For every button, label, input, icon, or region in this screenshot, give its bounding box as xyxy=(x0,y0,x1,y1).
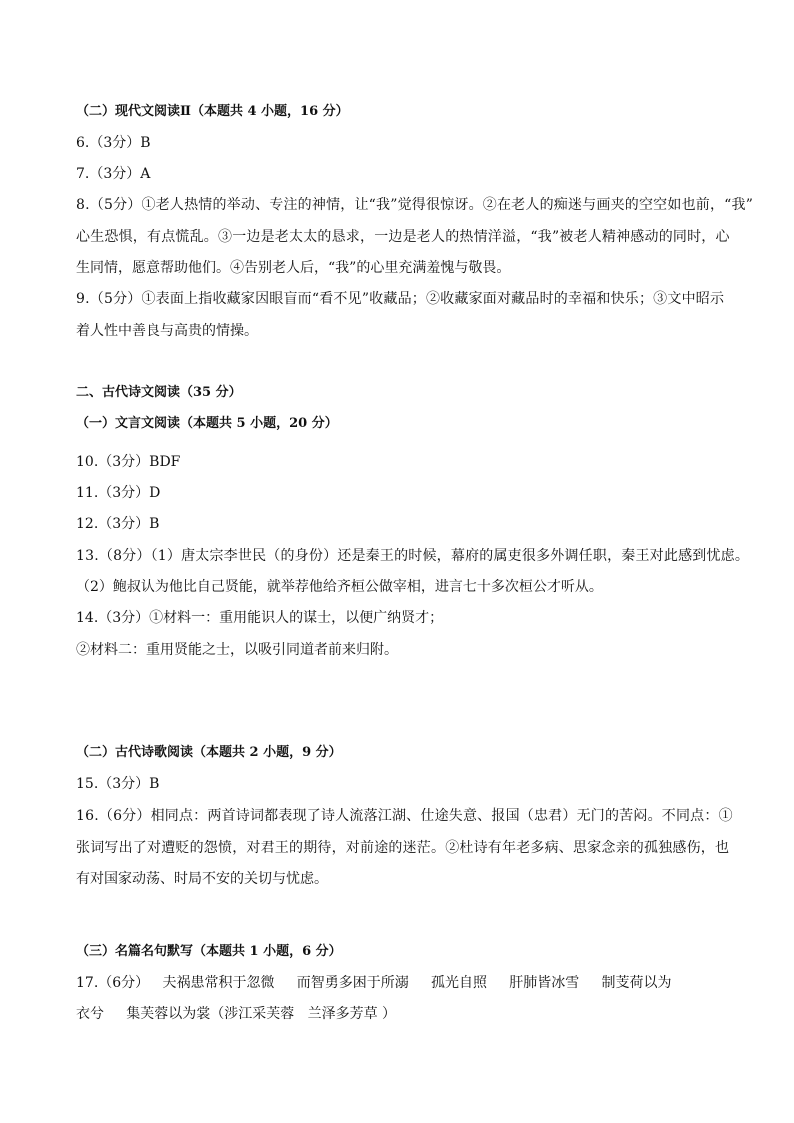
classical-prose-heading: （一）文言文阅读（本题共 5 小题，20 分） xyxy=(76,416,338,431)
answer-q16-line3: 有对国家动荡、时局不安的关切与忧虑。 xyxy=(76,871,328,887)
answer-q13-line2: （2）鲍叔认为他比自己贤能，就举荐他给齐桓公做宰相，进言七十多次桓公才听从。 xyxy=(76,579,603,595)
answer-q6: 6.（3分）B xyxy=(76,135,151,151)
answer-q17-line1: 17.（6分） 夫祸患常积于忽微 而智勇多困于所溺 孤光自照 肝肺皆冰雪 制芰荷以为 xyxy=(76,975,672,991)
section-modern-reading-heading: （二）现代文阅读Ⅱ（本题共 4 小题，16 分） xyxy=(76,104,349,119)
answer-q14-line2: ②材料二：重用贤能之士，以吸引同道者前来归附。 xyxy=(76,642,398,658)
answer-q7: 7.（3分）A xyxy=(76,166,151,182)
answer-q9-line1: 9.（5分）①表面上指收藏家因眼盲而“看不见”收藏品；②收藏家面对藏品时的幸福和快乐；③文中昭示 xyxy=(76,291,725,307)
classical-poetry-heading: （二）古代诗歌阅读（本题共 2 小题，9 分） xyxy=(76,745,342,760)
answer-q8-line2: 心生恐惧，有点慌乱。③一边是老太太的恳求，一边是老人的热情洋溢，“我”被老人精神感动的同时，心 xyxy=(76,229,730,245)
answer-q12: 12.（3分）B xyxy=(76,516,160,532)
answer-q15: 15.（3分）B xyxy=(76,776,160,792)
answer-q14-line1: 14.（3分）①材料一：重用能识人的谋士，以便广纳贤才； xyxy=(76,610,444,626)
famous-lines-heading: （三）名篇名句默写（本题共 1 小题，6 分） xyxy=(76,944,342,959)
answer-q8-line1: 8.（5分）①老人热情的举动、专注的神情，让“我”觉得很惊讶。②在老人的痴迷与画夹的空空如也前，“我” xyxy=(76,197,754,213)
answer-q9-line2: 着人性中善良与高贵的情操。 xyxy=(76,323,258,339)
answer-q8-line3: 生同情，愿意帮助他们。④告别老人后，“我”的心里充满羞愧与敬畏。 xyxy=(76,260,511,276)
answer-q16-line1: 16.（6分）相同点：两首诗词都表现了诗人流落江湖、仕途失意、报国（忠君）无门的苦闷。不同点：① xyxy=(76,808,733,824)
answer-q10: 10.（3分）BDF xyxy=(76,454,181,470)
section-ancient-heading: 二、古代诗文阅读（35 分） xyxy=(76,385,242,400)
answer-q11: 11.（3分）D xyxy=(76,485,161,501)
answer-q17-line2: 衣兮 集芙蓉以为裳（涉江采芙蓉 兰泽多芳草 ） xyxy=(76,1006,397,1022)
answer-q16-line2: 张词写出了对遭贬的怨愤，对君王的期待，对前途的迷茫。②杜诗有年老多病、思家念亲的孤独感伤，也 xyxy=(76,840,730,856)
answer-q13-line1: 13.（8分）（1）唐太宗李世民（的身份）还是秦王的时候，幕府的属吏很多外调任职，秦王对此感到忧虑。 xyxy=(76,548,750,564)
